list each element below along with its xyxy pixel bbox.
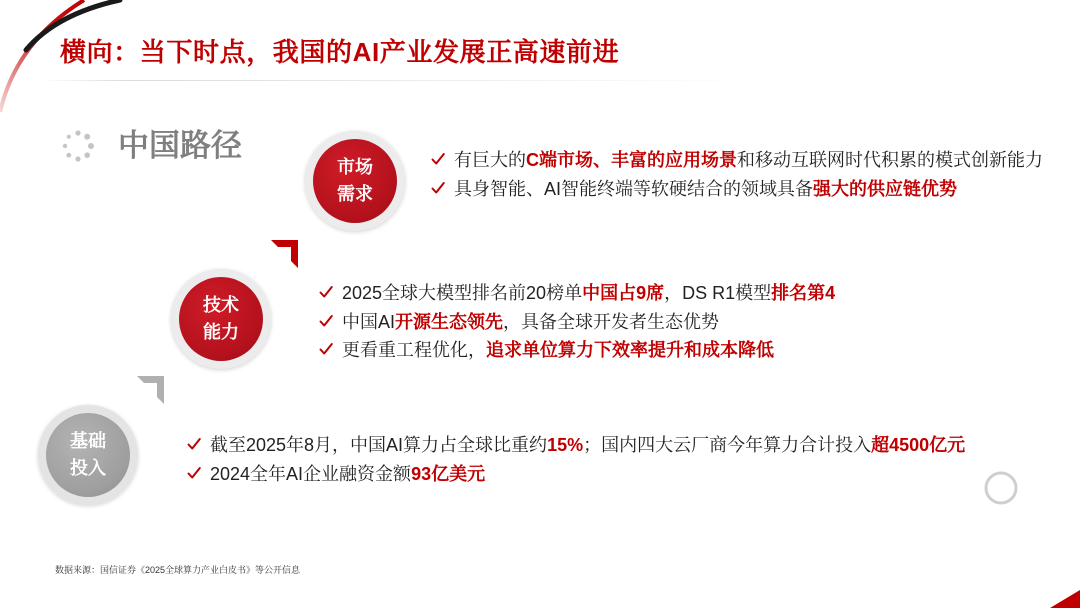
pillar-label-line: 市场 — [337, 157, 373, 177]
bullet-segment: 追求单位算力下效率提升和成本降低 — [486, 340, 774, 361]
bullet-segment: 中国占9席 — [582, 283, 665, 304]
bullet-item — [186, 430, 965, 459]
bullet-segment: 2024全年AI企业融资金额 — [210, 463, 412, 484]
bullet-text — [210, 431, 965, 457]
corner-red-wedge — [1050, 590, 1080, 608]
bullet-segment: 和移动互联网时代积累的模式创新能力 — [737, 150, 1043, 171]
bullet-list-market-demand — [430, 145, 1043, 202]
pillar-label-line: 技术 — [203, 295, 239, 315]
pillar-tech-capability — [171, 269, 271, 369]
corner-arrow-icon — [271, 240, 298, 268]
pillar-market-demand — [305, 131, 405, 231]
check-icon — [186, 436, 202, 452]
check-icon — [318, 341, 334, 357]
pillar-label-line: 基础 — [70, 431, 106, 451]
pillar-core — [313, 139, 397, 223]
check-icon — [186, 465, 202, 481]
bullet-item — [318, 307, 835, 336]
pillar-label-line: 投入 — [70, 458, 106, 478]
check-icon — [318, 284, 334, 300]
corner-arrow-icon — [137, 376, 164, 404]
pillar-base-investment — [38, 405, 138, 505]
title-divider — [40, 80, 760, 81]
pillar-label-line: 需求 — [337, 184, 373, 204]
bullet-segment: 93亿美元 — [411, 463, 486, 484]
bullet-item — [318, 335, 835, 364]
bullet-segment: 2025全球大模型排名前20榜单 — [342, 283, 583, 304]
source-footnote: 数据来源：国信证券《2025全球算力产业白皮书》等公开信息 — [55, 565, 301, 575]
pillar-core — [179, 277, 263, 361]
bullet-segment: ，具备全球开发者生态优势 — [503, 311, 720, 332]
bullet-item — [430, 145, 1043, 174]
bullet-segment: 强大的供应链优势 — [813, 178, 958, 199]
bullet-segment: 中国AI — [342, 311, 396, 332]
bullet-item — [186, 459, 965, 488]
bullet-list-base-investment — [186, 430, 965, 487]
bullet-text — [454, 175, 957, 201]
bullet-list-tech-capability — [318, 278, 835, 364]
pillar-label-line: 能力 — [203, 322, 239, 342]
bullet-text — [342, 308, 719, 334]
bullet-text — [342, 336, 774, 362]
bullet-segment: 具身智能、AI智能终端等软硬结合的领域具备 — [454, 178, 814, 199]
check-icon — [430, 151, 446, 167]
check-icon — [318, 313, 334, 329]
bullet-segment: C端市场、丰富的应用场景 — [526, 150, 737, 171]
bullet-item — [318, 278, 835, 307]
bullet-segment: ；国内四大云厂商今年算力合计投入 — [583, 435, 872, 456]
bullet-segment: 开源生态领先 — [395, 311, 504, 332]
bullet-text — [342, 279, 835, 305]
bullet-segment: 更看重工程优化， — [342, 340, 486, 361]
bullet-text — [210, 460, 485, 486]
bullet-item — [430, 174, 1043, 203]
bullet-segment: 有巨大的 — [454, 150, 526, 171]
pillar-core — [46, 413, 130, 497]
section-label: 中国路径 — [118, 128, 242, 163]
bullet-segment: ，DS R1模型 — [664, 283, 772, 304]
ring-ornament — [986, 473, 1016, 503]
dotted-circle-icon — [60, 128, 96, 164]
bullet-segment: 截至2025年8月，中国AI算力占全球比重约 — [210, 435, 548, 456]
bullet-segment: 超4500亿元 — [871, 435, 966, 456]
bullet-segment: 排名第4 — [771, 283, 836, 304]
bullet-text — [454, 146, 1043, 172]
bullet-segment: 15% — [547, 435, 584, 456]
slide-title: 横向：当下时点，我国的AI产业发展正高速前进 — [60, 37, 620, 67]
check-icon — [430, 180, 446, 196]
